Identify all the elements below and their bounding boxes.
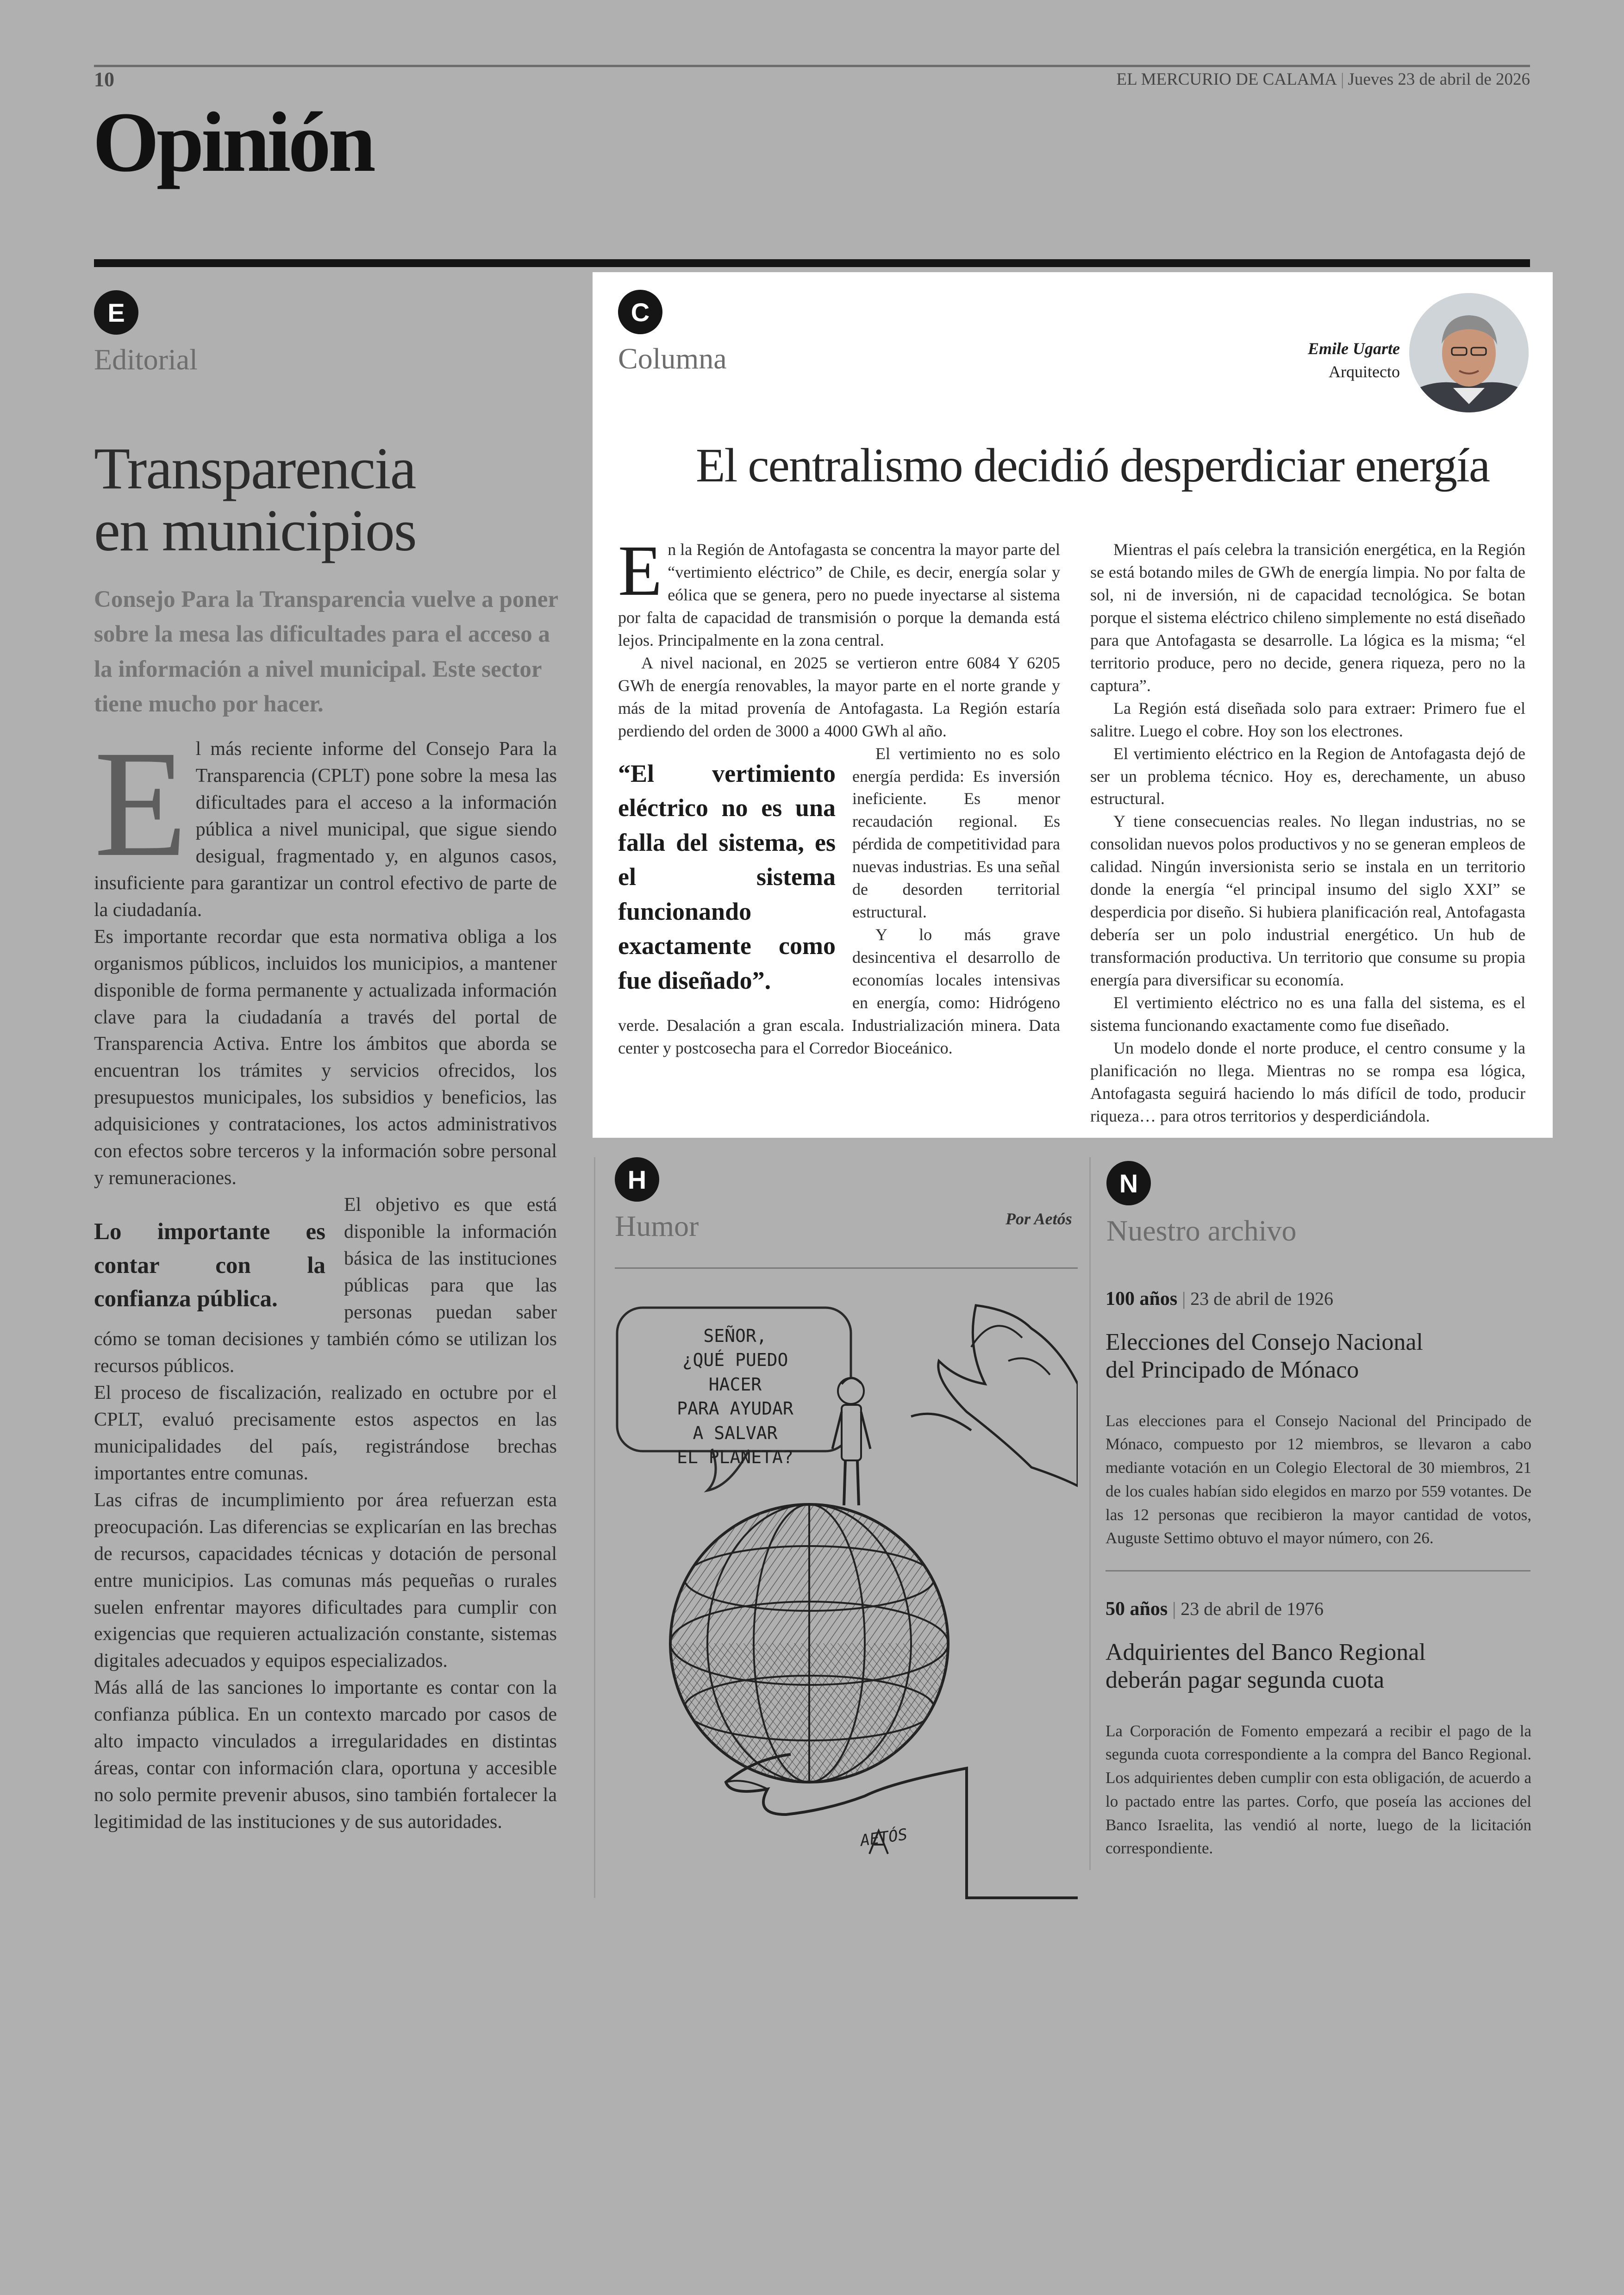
cartoon-signature: AETÓS: [859, 1825, 909, 1850]
column-drop-cap: E: [618, 530, 662, 611]
column-paragraph: El vertimiento no es solo energía perdida: Es inversión ineficiente. Es menor recaudación regional. Es pérdida de competitividad para nuevas industrias. Es una señal de desorden territorial estructural.: [852, 744, 1060, 922]
humor-label: Humor: [615, 1210, 699, 1242]
column-paragraph: Y lo más grave desincentiva el desarrollo de economías locales intensivas en energía, como: Hidrógeno verde. Desalación a gran escala. Industrialización minera. Data center y postcosecha para el Corredor Bioceánico.: [618, 925, 1060, 1057]
publication-line: EL MERCURIO DE CALAMA | Jueves 23 de abril de 2026: [1116, 70, 1530, 89]
editorial-drop-cap: E: [94, 719, 187, 888]
column-left-text: [618, 530, 1060, 1060]
author-role: Arquitecto: [1329, 362, 1400, 381]
column-panel: [593, 272, 1553, 1138]
column-divider: [594, 1157, 595, 1898]
column-paragraph: A nivel nacional, en 2025 se vertieron entre 6084 Y 6205 GWh de energía renovables, la mayor parte en el norte grande y más de la mitad provenía de Antofagasta. La Región estaría perdiendo del orden de 3000 a 4000 GWh al año.: [618, 653, 1060, 740]
archive-badge: N: [1106, 1161, 1151, 1205]
archive-headline-line: deberán pagar segunda cuota: [1106, 1666, 1385, 1693]
archive-body: La Corporación de Fomento empezará a recibir el pago de la segunda cuota correspondiente a la compra del Banco Regional. Los adquirientes deben cumplir con esta obligación, de acuerdo a lo pactado entre las partes. Corfo, que poseía las acciones del Banco Israelita, las vendió al norte, luego de la licitación correspondiente.: [1106, 1721, 1531, 1858]
archive-headline-line: del Principado de Mónaco: [1106, 1356, 1359, 1383]
column-pullquote: “El vertimiento eléctrico no es una falla del sistema, es el sistema funcionando exactamente como fue diseñado”.: [618, 759, 836, 994]
column-label: Columna: [618, 342, 727, 375]
editorial-badge: E: [94, 290, 138, 335]
archive-item: [1106, 1598, 1531, 1860]
bubble-line: EL PLANETA?: [677, 1447, 793, 1468]
author-photo: [1409, 293, 1529, 412]
bubble-line: SEÑOR,: [703, 1326, 767, 1346]
editorial-headline-line2: en municipios: [94, 498, 416, 564]
column-headline: El centralismo decidió desperdiciar energía: [696, 439, 1489, 492]
humor-badge: H: [615, 1157, 659, 1202]
archive-years: 100 años: [1106, 1288, 1178, 1310]
bubble-line: PARA AYUDAR: [677, 1398, 793, 1419]
bubble-line: ¿QUÉ PUEDO HACER: [682, 1350, 788, 1395]
archive-date: 23 de abril de 1976: [1181, 1598, 1324, 1619]
editorial-paragraph: El proceso de fiscalización, realizado en octubre por el CPLT, evaluó precisamente estos aspectos en las municipalidades del país, registrándose brechas importantes entre comunas.: [94, 1382, 557, 1484]
archive-years: 50 años: [1106, 1598, 1168, 1620]
editorial-body: [94, 719, 557, 1836]
editorial-pullquote: Lo importante es contar con la confianza pública.: [94, 1219, 325, 1312]
section-rule: [94, 259, 1530, 267]
column-paragraph: La Región está diseñada solo para extraer: Primero fue el salitre. Luego el cobre. Hoy son los electrones.: [1090, 698, 1525, 740]
archive-body: Las elecciones para el Consejo Nacional del Principado de Mónaco, compuesto por 12 miembros, se llevaron a cabo mediante votación en un Colegio Electoral de 30 miembros, 21 de los cuales habían sido elegidos en marzo por 559 votantes. De las 12 personas que recibieron la mayor cantidad de votos, Auguste Settimo obtuvo el mayor número, con 26.: [1106, 1411, 1531, 1547]
editorial-headline: [94, 437, 571, 562]
archive-headline: [1106, 1639, 1531, 1694]
editorial-paragraph: l más reciente informe del Consejo Para la Transparencia (CPLT) pone sobre la mesa las dificultades para el acceso a la información pública a nivel municipal, que sigue siendo desigual, fragmentado y, en algunos casos, insuficiente para garantizar un control efectivo de parte de la ciudadanía.: [94, 738, 557, 921]
column-paragraph: Un modelo donde el norte produce, el centro consume y la planificación no llega. Mientras no se rompa esa lógica, Antofagasta seguirá haciendo lo más difícil de todo, producir riqueza… para otros territorios y desperdiciándola.: [1090, 1038, 1525, 1125]
column-badge: C: [618, 290, 662, 334]
humor-cartoon: [615, 1291, 1078, 1900]
editorial-headline-line1: Transparencia: [94, 436, 416, 501]
archive-headline-line: Adquirientes del Banco Regional: [1106, 1639, 1426, 1665]
section-title: Opinión: [93, 95, 373, 190]
archive-headline: [1106, 1328, 1531, 1384]
author-credit: [1308, 337, 1400, 384]
archive-item-date: 50 años | 23 de abril de 1976: [1106, 1598, 1324, 1620]
column-right-text: [1090, 538, 1525, 1128]
humor-rule: [615, 1267, 1078, 1269]
editorial-paragraph: Es importante recordar que esta normativa obliga a los organismos públicos, incluidos los municipios, a mantener disponible de forma permanente y actualizada información clave para la ciudadanía a través del portal de Transparencia Activa. Entre los ámbitos que aborda se encuentran los trámites y servicios ofrecidos, los presupuestos municipales, los subsidios y beneficios, las adquisiciones y contrataciones, los actos administrativos con efectos sobre terceros y la información sobre personal y remuneraciones.: [94, 926, 557, 1189]
column-paragraph: El vertimiento eléctrico no es una falla del sistema, es el sistema funcionando exactamente como fue diseñado.: [1090, 993, 1525, 1035]
archive-item-date: 100 años | 23 de abril de 1926: [1106, 1288, 1334, 1310]
page-number: 10: [94, 68, 114, 91]
editorial-label: Editorial: [94, 343, 198, 376]
editorial-lead: Consejo Para la Transparencia vuelve a poner sobre la mesa las dificultades para el acceso a la información a nivel municipal. Este sector tiene mucho por hacer.: [94, 586, 558, 717]
archive-headline-line: Elecciones del Consejo Nacional: [1106, 1329, 1423, 1355]
bubble-line: A SALVAR: [693, 1422, 778, 1443]
publication-name: EL MERCURIO DE CALAMA: [1116, 70, 1337, 89]
publication-date: Jueves 23 de abril de 2026: [1348, 70, 1530, 89]
archive-date: 23 de abril de 1926: [1190, 1288, 1334, 1309]
column-paragraph: n la Región de Antofagasta se concentra la mayor parte del “vertimiento eléctrico” de Chile, es decir, energía solar y eólica que se genera, pero no puede inyectarse al sistema por falta de capacidad de transmisión o porque la demanda está lejos. Principalmente en la zona central.: [618, 540, 1060, 649]
archive-label: Nuestro archivo: [1106, 1214, 1297, 1247]
top-rule: [94, 65, 1530, 67]
archive-item: [1106, 1288, 1531, 1550]
author-name: Emile Ugarte: [1308, 339, 1400, 358]
column-paragraph: Mientras el país celebra la transición energética, en la Región se está botando miles de GWh de energía limpia. No por falta de sol, ni de inversión, ni de capacidad tecnológica. Se botan porque el sistema eléctrico chileno simplemente no está diseñado para que Antofagasta se desarrolle. La lógica es la misma; “el territorio produce, pero no decide, genera riqueza, pero no la captura”.: [1090, 540, 1525, 695]
humor-byline: Por Aetós: [1006, 1210, 1072, 1228]
editorial-paragraph: El objetivo es que está disponible la información básica de las instituciones públicas para que las personas puedan saber cómo se toman decisiones y también cómo se utilizan los recursos públicos.: [94, 1194, 557, 1377]
column-paragraph: El vertimiento eléctrico en la Region de Antofagasta dejó de ser un problema técnico. Hoy es, derechamente, un abuso estructural.: [1090, 744, 1525, 808]
column-divider: [1089, 1157, 1091, 1870]
archive-rule: [1106, 1570, 1530, 1572]
editorial-paragraph: Más allá de las sanciones lo importante es contar con la confianza pública. En un contexto marcado por casos de alto impacto vinculados a irregularidades en distintas áreas, contar con información clara, oportuna y accesible no solo permite prevenir abusos, sino también fortalecer la legitimidad de las instituciones y de sus autoridades.: [94, 1677, 557, 1833]
column-paragraph: Y tiene consecuencias reales. No llegan industrias, no se consolidan nuevos polos productivos y no se generan empleos de calidad. Ningún inversionista serio se instala en un territorio donde la energía “el principal insumo del siglo XXI” se desperdicia por diseño. Si hubiera planificación real, Antofagasta debería ser un polo industrial energético. Un hub de transformación productiva. Un territorio que consume su propia energía para diversificar su economía.: [1090, 812, 1525, 990]
cartoon-speech-bubble: [652, 1324, 818, 1470]
editorial-paragraph: Las cifras de incumplimiento por área refuerzan esta preocupación. Las diferencias se explicarían en las brechas de recursos, capacidades técnicas y dotación de personal entre municipios. Las comunas más pequeñas o rurales suelen enfrentar mayores dificultades para cumplir con exigencias que requieren actualización constante, sistemas digitales adecuados y equipos especializados.: [94, 1489, 557, 1672]
